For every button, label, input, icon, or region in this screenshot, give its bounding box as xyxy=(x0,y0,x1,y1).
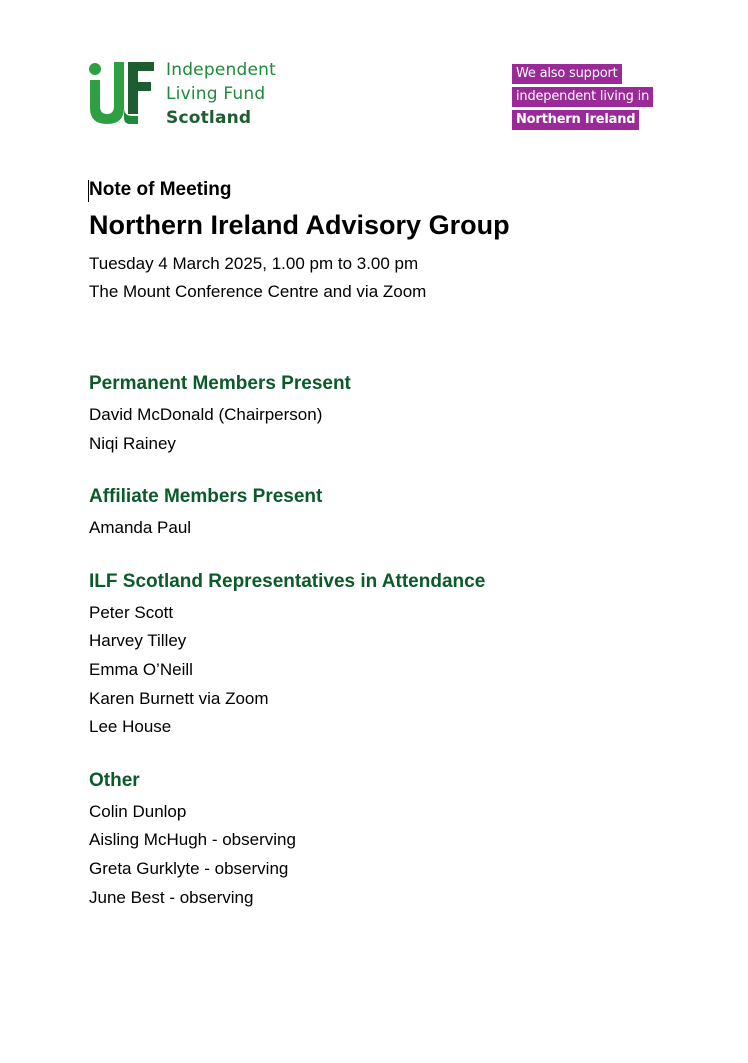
ilf-scotland-logo xyxy=(88,58,276,130)
section-heading: ILF Scotland Representatives in Attendance xyxy=(89,570,486,592)
section-heading: Affiliate Members Present xyxy=(89,486,323,508)
list-item: Amanda Paul xyxy=(89,518,192,538)
logo-wordmark xyxy=(166,58,276,130)
list-item: Emma O’Neill xyxy=(89,659,193,679)
list-item: Greta Gurklyte - observing xyxy=(89,858,289,878)
attendee-list xyxy=(89,514,689,543)
support-line-2: independent living in xyxy=(512,87,653,107)
section-affiliate-members xyxy=(89,484,689,543)
support-line-3: Northern Ireland xyxy=(512,110,639,130)
list-item: David McDonald (Chairperson) xyxy=(89,405,323,424)
list-item: Peter Scott xyxy=(89,602,174,622)
section-heading: Other xyxy=(89,769,140,791)
section-other xyxy=(89,768,689,912)
logo-line-1: Independent xyxy=(166,60,276,80)
attendee-list xyxy=(89,798,689,912)
northern-ireland-support-badge xyxy=(512,64,653,133)
meeting-date-time: Tuesday 4 March 2025, 1.00 pm to 3.00 pm xyxy=(89,254,419,273)
text-cursor xyxy=(88,180,89,202)
list-item: Aisling McHugh - observing xyxy=(89,830,296,850)
meeting-location: The Mount Conference Centre and via Zoom xyxy=(89,282,427,301)
logo-line-2: Living Fund xyxy=(166,84,266,104)
ilf-logo-mark-icon xyxy=(88,58,154,124)
list-item: Colin Dunlop xyxy=(89,801,187,821)
document-title: Northern Ireland Advisory Group xyxy=(89,210,510,240)
list-item: Harvey Tilley xyxy=(89,631,187,651)
list-item: Lee House xyxy=(89,717,172,737)
attendee-list xyxy=(89,401,689,458)
document-label: Note of Meeting xyxy=(89,179,232,200)
support-line-1: We also support xyxy=(512,64,622,84)
section-heading: Permanent Members Present xyxy=(89,373,351,394)
list-item: June Best - observing xyxy=(89,887,254,907)
section-ilf-representatives xyxy=(89,569,689,742)
list-item: Niqi Rainey xyxy=(89,433,176,453)
document-body[interactable] xyxy=(89,178,689,912)
list-item: Karen Burnett via Zoom xyxy=(89,688,269,708)
section-permanent-members xyxy=(89,371,689,458)
attendee-list xyxy=(89,599,689,742)
logo-line-3: Scotland xyxy=(166,108,252,128)
